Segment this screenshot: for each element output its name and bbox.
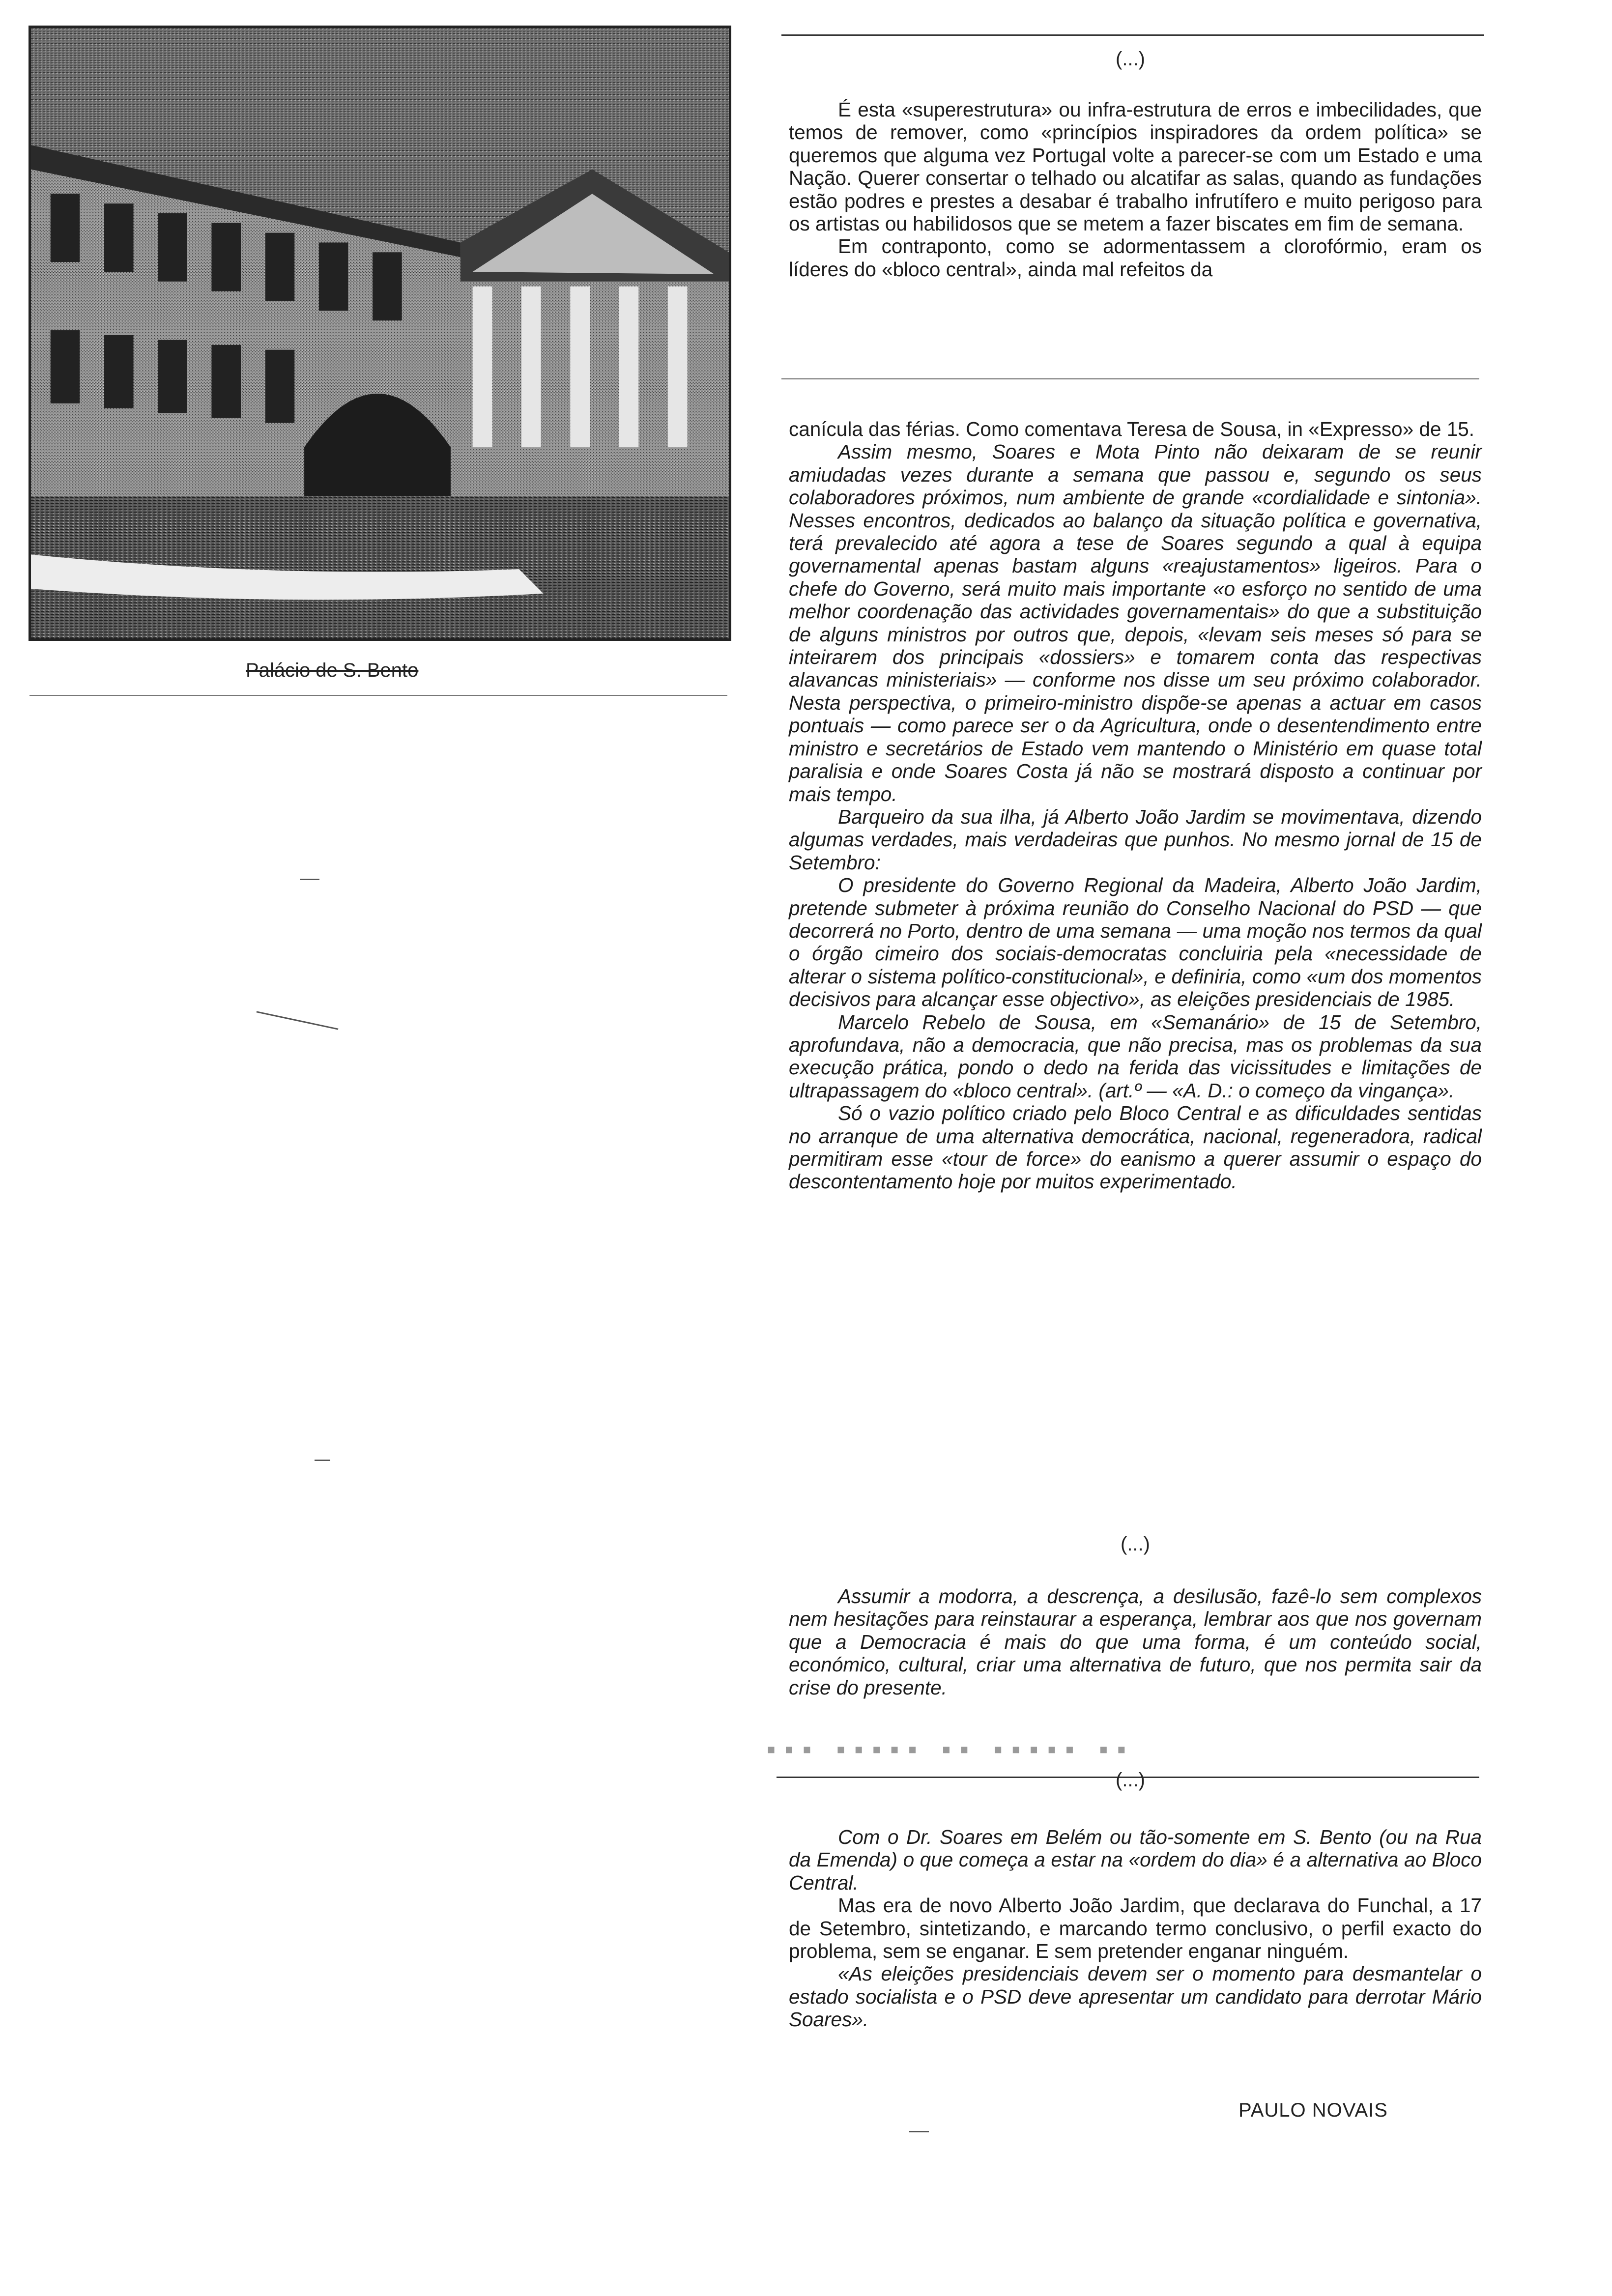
- paragraph: Com o Dr. Soares em Belém ou tão-somente em S. Bento (ou na Rua da Emenda) o que começa a estar na «ordem do dia» é a alternativa ao Bloco Central.: [789, 1826, 1482, 1894]
- article-section-1: [789, 98, 1482, 281]
- article-section-2: [789, 418, 1482, 1193]
- ellipsis-lower: (...): [1116, 1769, 1145, 1791]
- section-break-rule: [781, 378, 1479, 379]
- palace-photo: [29, 26, 731, 641]
- paragraph: Só o vazio político criado pelo Bloco Central e as dificuldades sentidas no arranque de uma alternativa democrática, nacional, regeneradora, radical permitiram esse «tour de force» do eanismo a querer assumir o espaço do descontentamento hoje por muitos experimentado.: [789, 1102, 1482, 1193]
- faded-stamp: ▪▪▪ ▪▪▪▪▪ ▪▪ ▪▪▪▪▪ ▪▪: [767, 1735, 1135, 1764]
- paragraph: Em contraponto, como se adormentassem a clorofórmio, eram os líderes do «bloco central», ainda mal refeitos da: [789, 235, 1482, 281]
- scan-mark: [909, 2131, 929, 2132]
- paragraph: Marcelo Rebelo de Sousa, em «Semanário» de 15 de Setembro, aprofundava, não a democracia, que não precisa, mas os problemas da sua execução prática, pondo o dedo na ferida das vicissitudes e limitações de ultrapassagem do «bloco central». (art.º — «A. D.: o começo da vingança».: [789, 1010, 1482, 1102]
- paragraph: O presidente do Governo Regional da Madeira, Alberto João Jardim, pretende submeter à próxima reunião do Conselho Nacional do PSD — que decorrerá no Porto, dentro de uma semana — uma moção nos termos da qual o órgão cimeiro dos sociais-democratas concluiria pela «necessidade de alterar o sistema político-constitucional», e definiria, como «um dos momentos decisivos para alcançar esse objectivo», as eleições presidenciais de 1985.: [789, 874, 1482, 1011]
- scan-mark: [300, 879, 319, 880]
- article-section-3: [789, 1585, 1482, 1699]
- ellipsis-top: (...): [1116, 48, 1145, 70]
- author-signature: PAULO NOVAIS: [1238, 2099, 1388, 2121]
- paragraph: canícula das férias. Como comentava Teresa de Sousa, in «Expresso» de 15.: [789, 418, 1475, 440]
- scan-mark: [257, 1011, 339, 1030]
- paragraph: Assim mesmo, Soares e Mota Pinto não deixaram de se reunir amiudadas vezes durante a semana que passou e, segundo os seus colaboradores próximos, num ambiente de grande «cordialidade e sintonia». Nesses encontros, dedicados ao balanço da situação política e governativa, terá prevalecido até agora a tese de Soares segundo a qual à equipa governamental apenas bastam alguns «reajustamentos» ligeiros. Para o chefe do Governo, será muito mais importante «o esforço no sentido de uma melhor coordenação das actividades governamentais» do que a substituição de alguns ministros por outros que, depois, «levam seis meses só para se inteirarem dos principais «dossiers» e tomarem conta das respectivas alavancas ministeriais» — conforme nos disse um seu próximo colaborador. Nesta perspectiva, o primeiro-ministro dispõe-se apenas a actuar em casos pontuais — como parece ser o da Agricultura, onde o desentendimento entre ministro e secretários de Estado vem mantendo o Ministério em quase total paralisia e onde Soares Costa já não se mostrará disposto a continuar por mais tempo.: [789, 440, 1482, 805]
- article-section-4: [789, 1826, 1482, 2031]
- scan-mark: [315, 1460, 330, 1461]
- paragraph: Assumir a modorra, a descrença, a desilusão, fazê-lo sem complexos nem hesitações para reinstaurar a esperança, lembrar aos que nos governam que a Democracia é mais do que uma forma, é um conteúdo social, económico, cultural, criar uma alternativa de futuro, que nos permita sair da crise do presente.: [789, 1585, 1482, 1699]
- paragraph: Barqueiro da sua ilha, já Alberto João Jardim se movimentava, dizendo algumas verdades, mais verdadeiras que punhos. No mesmo jornal de 15 de Setembro:: [789, 805, 1482, 874]
- photo-caption: Palácio de S. Bento: [246, 660, 419, 681]
- top-rule: [781, 34, 1484, 36]
- palace-illustration: [31, 28, 729, 638]
- paragraph: É esta «superestrutura» ou infra-estrutura de erros e imbecilidades, que temos de remover, como «princípios inspiradores da ordem política» se queremos que alguma vez Portugal volte a parecer-se com um Estado e uma Nação. Querer consertar o telhado ou alcatifar as salas, quando as fundações estão podres e prestes a desabar é trabalho infrutífero e muito perigoso para os artistas ou habilidosos que se metem a fazer biscates em fim de semana.: [789, 98, 1482, 235]
- paragraph: Mas era de novo Alberto João Jardim, que declarava do Funchal, a 17 de Setembro, sintetizando, e marcando termo conclusivo, o perfil exacto do problema, sem se enganar. E sem pretender enganar ninguém.: [789, 1894, 1482, 1963]
- caption-rule: [29, 695, 727, 696]
- ellipsis-middle: (...): [1121, 1533, 1150, 1555]
- paragraph: «As eleições presidenciais devem ser o momento para desmantelar o estado socialista e o PSD deve apresentar um candidato para derrotar Mário Soares».: [789, 1962, 1482, 2031]
